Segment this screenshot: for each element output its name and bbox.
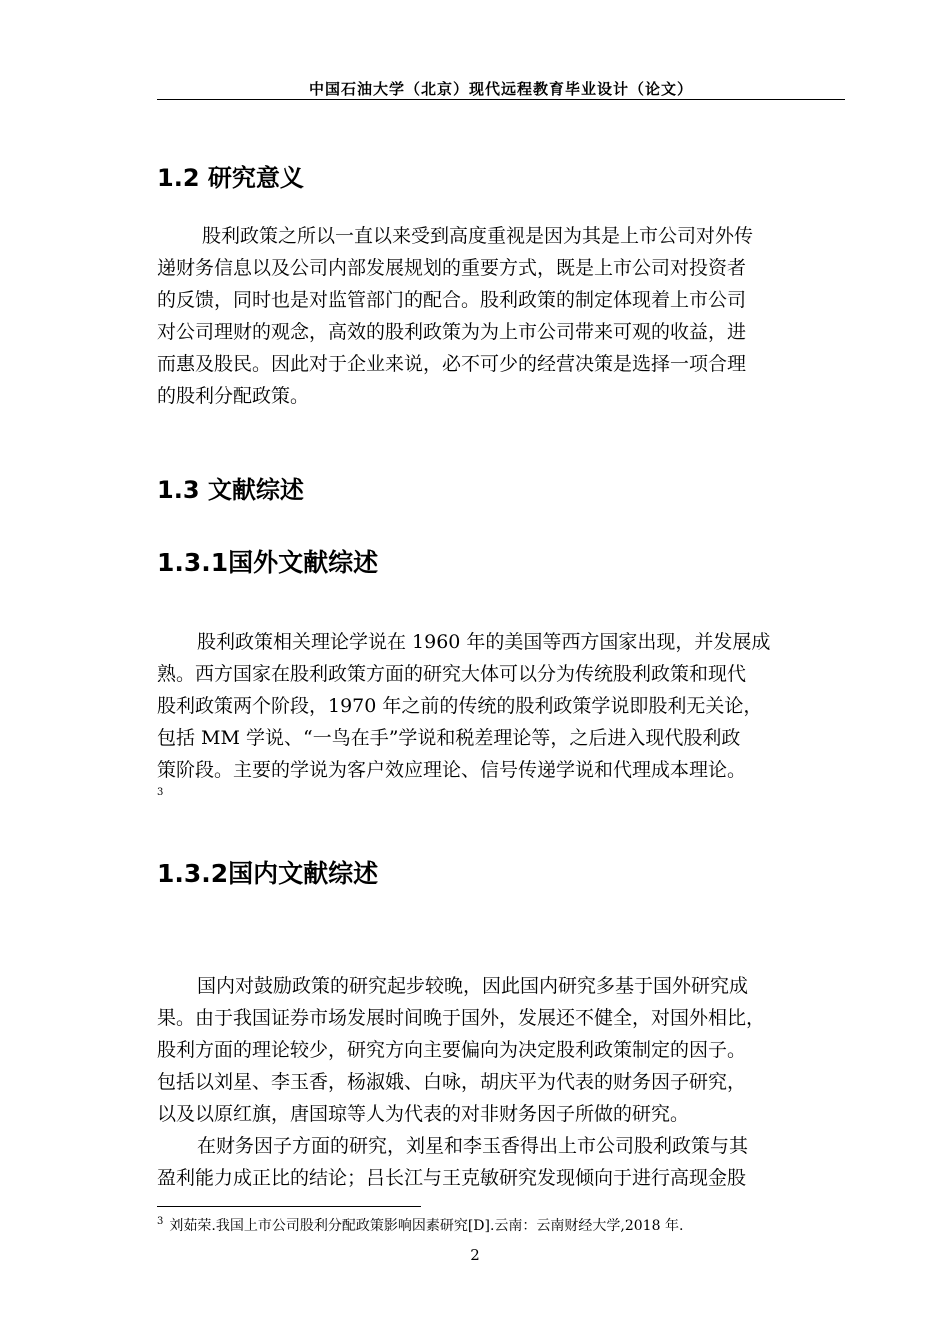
paragraph-line: 股利政策两个阶段，1970 年之前的传统的股利政策学说即股利无关论，: [157, 695, 763, 717]
paragraph-line: 以及以原红旗，唐国琼等人为代表的对非财务因子所做的研究。: [157, 1103, 690, 1125]
paragraph-foreign-literature: [157, 626, 845, 786]
footnote-reference[interactable]: 3: [157, 787, 164, 798]
paragraph-line: 的股利分配政策。: [157, 385, 310, 407]
paragraph-domestic-literature: [157, 970, 845, 1194]
paragraph-line: 包括以刘星、李玉香，杨淑娥、白咏，胡庆平为代表的财务因子研究，: [157, 1071, 747, 1093]
footnote-mark: 3: [157, 1216, 164, 1228]
paragraph-line: 果。由于我国证券市场发展时间晚于国外，发展还不健全，对国外相比，: [157, 1007, 766, 1029]
paragraph-line: 在财务因子方面的研究，刘星和李玉香得出上市公司股利政策与其: [197, 1135, 749, 1157]
footnote: [157, 1215, 845, 1235]
paragraph-research-significance: [157, 220, 845, 412]
page-number: 2: [470, 1246, 480, 1264]
paragraph-line: 股利政策之所以一直以来受到高度重视是因为其是上市公司对外传: [202, 225, 754, 247]
paragraph-line: 对公司理财的观念，高效的股利政策为为上市公司带来可观的收益，进: [157, 321, 747, 343]
paragraph-line: 股利方面的理论较少，研究方向主要偏向为决定股利政策制定的因子。: [157, 1039, 747, 1061]
section-heading-1-3-2: 1.3.2国内文献综述: [157, 859, 379, 888]
paragraph-line: 的反馈，同时也是对监管部门的配合。股利政策的制定体现着上市公司: [157, 289, 747, 311]
paragraph-line: 盈利能力成正比的结论；吕长江与王克敏研究发现倾向于进行高现金股: [157, 1167, 747, 1189]
footnote-text: 刘茹荣.我国上市公司股利分配政策影响因素研究[D].云南：云南财经大学,2018 年.: [169, 1218, 684, 1234]
header-rule: [157, 99, 845, 100]
section-heading-1-3-1: 1.3.1国外文献综述: [157, 548, 379, 577]
paragraph-line: 包括 MM 学说、“一鸟在手”学说和税差理论等，之后进入现代股利政: [157, 727, 741, 749]
paragraph-line: 熟。西方国家在股利政策方面的研究大体可以分为传统股利政策和现代: [157, 663, 747, 685]
running-header: 中国石油大学（北京）现代远程教育毕业设计（论文）: [308, 80, 693, 98]
paragraph-line: 而惠及股民。因此对于企业来说，必不可少的经营决策是选择一项合理: [157, 353, 747, 375]
paragraph-line: 股利政策相关理论学说在 1960 年的美国等西方国家出现，并发展成: [197, 631, 771, 653]
section-heading-1-3: 1.3 文献综述: [157, 476, 304, 504]
section-heading-1-2: 1.2 研究意义: [157, 164, 304, 192]
paragraph-line: 国内对鼓励政策的研究起步较晚，因此国内研究多基于国外研究成: [197, 975, 749, 997]
footnote-separator: [157, 1206, 421, 1207]
paragraph-line: 策阶段。主要的学说为客户效应理论、信号传递学说和代理成本理论。: [157, 759, 747, 781]
paragraph-line: 递财务信息以及公司内部发展规划的重要方式，既是上市公司对投资者: [157, 257, 747, 279]
